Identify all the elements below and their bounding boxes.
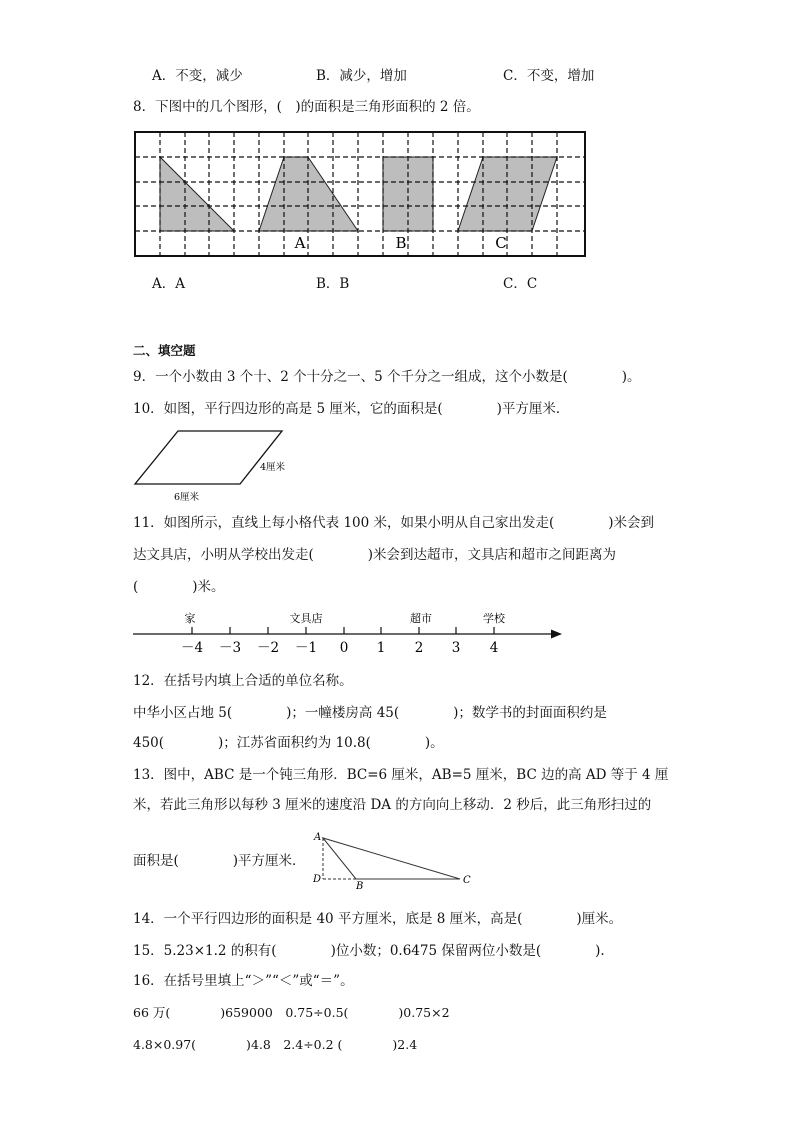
q11-tick-label: －1: [294, 640, 318, 656]
section-title: 二、填空题: [133, 343, 196, 358]
q11-line1: 11．如图所示，直线上每小格代表 100 米，如果小明从自己家出发走( )米会到: [133, 515, 655, 531]
q10-side-label: 4厘米: [260, 462, 286, 473]
q12-stem: 12．在括号内填上合适的单位名称。: [133, 673, 353, 689]
q13-point-c: C: [463, 875, 471, 886]
q11-tick-label: 0: [339, 640, 349, 656]
q10-stem: 10．如图，平行四边形的高是 5 厘米，它的面积是( )平方厘米．: [133, 401, 570, 417]
q11-line2: 达文具店，小明从学校出发走( )米会到达超市，文具店和超市之间距离为: [133, 547, 617, 563]
q11-place-stationery: 文具店: [289, 612, 323, 625]
q12-line1: 中华小区占地 5( )；一幢楼房高 45( )；数学书的封面面积约是: [133, 705, 607, 721]
q11-tick-label: 4: [489, 640, 499, 656]
q8-option-a: A．A: [152, 276, 185, 292]
q8-option-c: C．C: [503, 276, 538, 292]
q15-text: 15．5.23×1.2 的积有( )位小数；0.6475 保留两位小数是( ).: [133, 943, 605, 959]
q10-base-label: 6厘米: [174, 492, 200, 503]
q7-option-b: B．减少，增加: [316, 68, 407, 84]
q11-tick-label: 1: [376, 640, 386, 656]
q16-row1: 66 万( )659000 0.75÷0.5( )0.75×2: [133, 1005, 450, 1020]
q12-line2: 450( )；江苏省面积约为 10.8( )。: [133, 735, 444, 751]
q8-label-c: C: [495, 234, 507, 252]
q14-text: 14．一个平行四边形的面积是 40 平方厘米，底是 8 厘米，高是( )厘米。: [133, 911, 623, 927]
q13-point-d: D: [313, 874, 322, 885]
q11-line3: ( )米。: [133, 579, 225, 595]
q8-label-b: B: [395, 234, 407, 252]
q13-line3: 面积是( )平方厘米．: [133, 853, 306, 869]
q8-label-a: A: [294, 234, 306, 252]
q8-option-b: B．B: [316, 276, 350, 292]
q16-row2: 4.8×0.97( )4.8 2.4÷0.2 ( )2.4: [133, 1037, 418, 1052]
q11-place-school: 学校: [483, 612, 505, 625]
q9-text: 9．一个小数由 3 个十、2 个十分之一、5 个千分之一组成，这个小数是( )。: [133, 369, 641, 385]
q11-tick-label: 2: [414, 640, 424, 656]
q13-point-b: B: [356, 881, 364, 892]
q13-line1: 13．图中，ABC 是一个钝三角形．BC=6 厘米，AB=5 厘米，BC 边的高 AD 等于 4 厘: [133, 767, 669, 783]
q11-place-supermarket: 超市: [410, 612, 432, 625]
q7-option-a: A．不变，减少: [152, 68, 243, 84]
q13-line2: 米，若此三角形以每秒 3 厘米的速度沿 DA 的方向向上移动．2 秒后，此三角形扫过的: [133, 797, 652, 813]
q7-option-c: C．不变，增加: [503, 68, 595, 84]
q11-tick-label: －4: [180, 640, 204, 656]
q11-place-home: 家: [184, 612, 196, 625]
q13-triangle: [323, 838, 460, 879]
q16-stem: 16．在括号里填上“＞”“＜”或“＝”。: [133, 973, 354, 989]
q11-tick-label: －3: [218, 640, 242, 656]
q11-tick-label: 3: [451, 640, 461, 656]
q8-stem: 8．下图中的几个图形，( )的面积是三角形面积的 2 倍。: [133, 99, 480, 115]
q11-tick-label: －2: [256, 640, 280, 656]
q13-point-a: A: [314, 832, 322, 843]
